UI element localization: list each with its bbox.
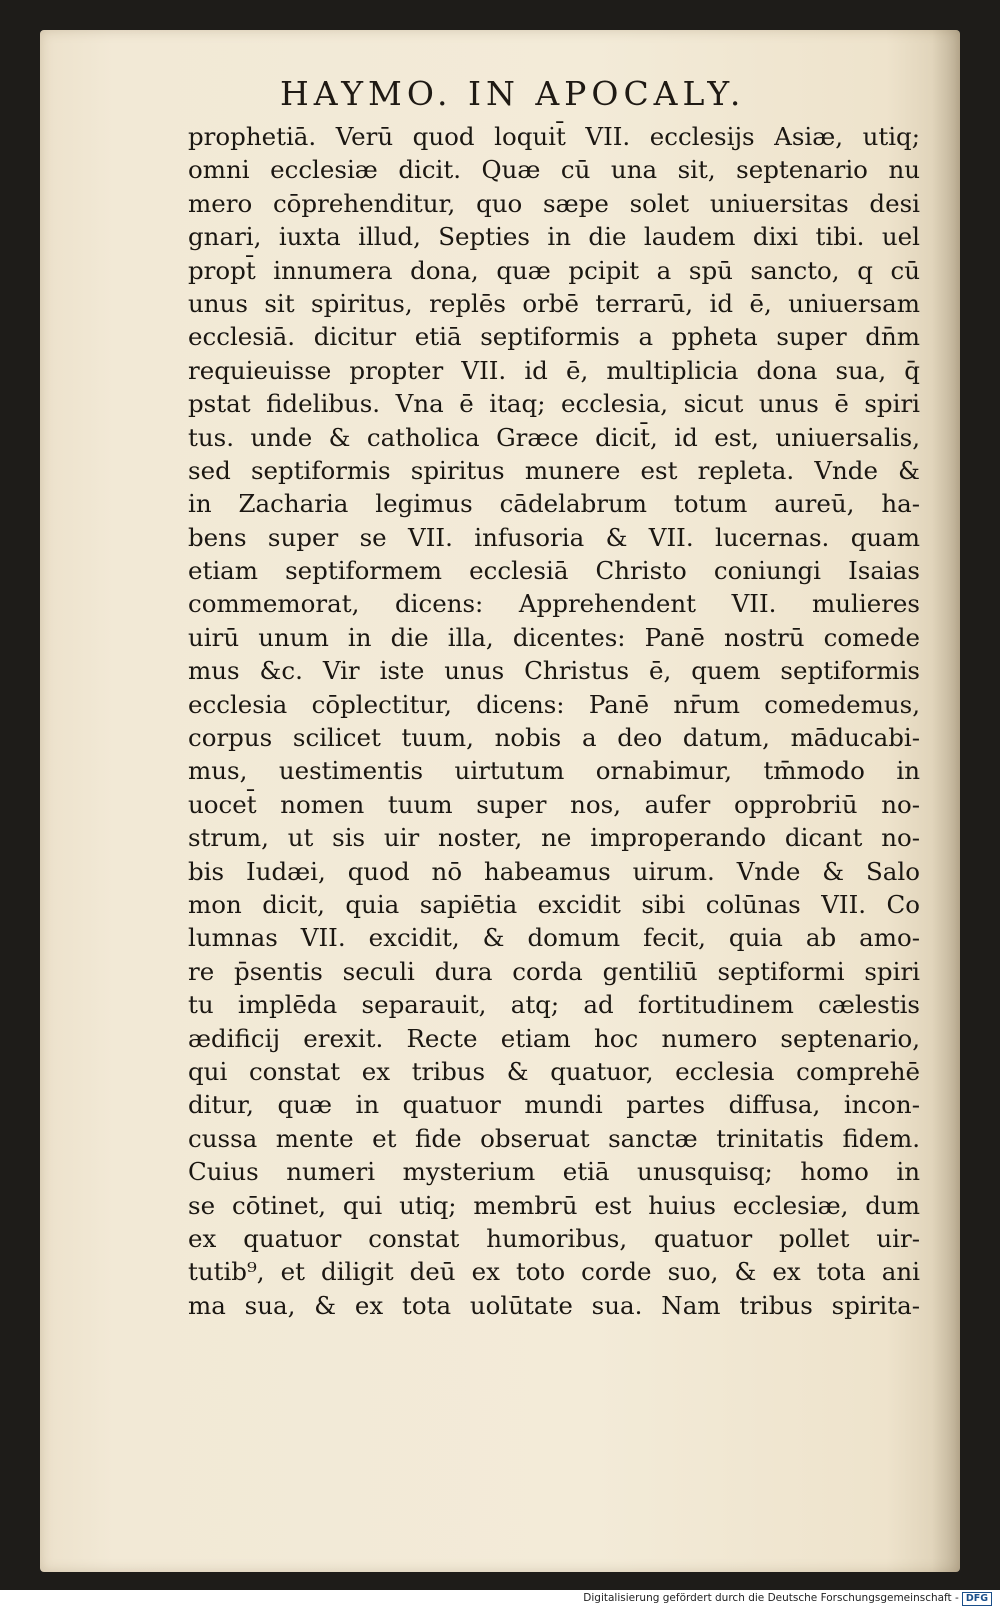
dfg-logo: DFG [962,1592,992,1606]
text-line: bis Iudæi, quod nō habeamus uirum. Vnde & Salo [188,856,920,886]
text-line: sed septiformis spiritus munere est repleta. Vnde & [188,455,920,485]
text-line: etiam septiformem ecclesiā Christo coniungi Isaias [188,556,920,586]
text-line: uirū unum in die illa, dicentes: Panē nostrū comede [188,622,920,652]
text-line: tutib⁹, et diligit deū ex toto corde suo, & ex tota ani [188,1257,920,1287]
text-line: re p̄sentis seculi dura corda gentiliū septiformi spiri [188,956,920,986]
text-line: lumnas VII. excidit, & domum fecit, quia ab amo- [188,923,920,953]
footer-text: Digitalisierung gefördert durch die Deutsche Forschungsgemeinschaft - [583,1592,959,1604]
text-line: strum, ut sis uir noster, ne improperando dicant no- [188,823,920,853]
text-line: uocet̄ nomen tuum super nos, aufer opprobriū no- [188,789,920,819]
text-line: mero cōprehenditur, quo sæpe solet uniuersitas desi [188,188,920,218]
text-line: cussa mente et fide obseruat sanctæ trinitatis fidem. [188,1123,920,1153]
text-line: tu implēda separauit, atq; ad fortitudinem cælestis [188,990,920,1020]
text-line: ecclesia cōplectitur, dicens: Panē nr̄um comedemus, [188,689,920,719]
text-line: unus sit spiritus, replēs orbē terrarū, id ē, uniuersam [188,288,920,318]
text-line: bens super se VII. infusoria & VII. lucernas. quam [188,522,920,552]
text-line: commemorat, dicens: Apprehendent VII. mulieres [188,589,920,619]
text-line: prophetiā. Verū quod loquit̄ VII. ecclesijs Asiæ, utiq; [188,122,920,151]
text-line: mon dicit, quia sapiētia excidit sibi colūnas VII. Co [188,889,920,919]
text-line: omni ecclesiæ dicit. Quæ cū una sit, septenario nu [188,155,920,185]
text-line: ditur, quæ in quatuor mundi partes diffusa, incon- [188,1090,920,1120]
text-line: ex quatuor constat humoribus, quatuor pollet uir- [188,1223,920,1253]
text-line: in Zacharia legimus cādelabrum totum aureū, ha- [188,489,920,519]
text-line: requieuisse propter VII. id ē, multiplicia dona sua, q̄ [188,355,920,385]
text-line: pstat fidelibus. Vna ē itaq; ecclesia, sicut unus ē spiri [188,389,920,419]
text-line: se cōtinet, qui utiq; membrū est huius ecclesiæ, dum [188,1190,920,1220]
text-line: propt̄ innumera dona, quæ pcipit a spū sancto, q cū [188,255,920,285]
page-edge-shadow [932,30,960,1572]
text-line: ecclesiā. dicitur etiā septiformis a ppheta super dn̄m [188,322,920,352]
funding-footer [583,1590,992,1607]
text-line: mus &c. Vir iste unus Christus ē, quem septiformis [188,656,920,686]
text-line: corpus scilicet tuum, nobis a deo datum, māducabi- [188,723,920,753]
body-text [188,120,920,1322]
text-line: qui constat ex tribus & quatuor, ecclesia comprehē [188,1056,920,1086]
text-line: Cuius numeri mysterium etiā unusquisq; homo in [188,1157,920,1187]
text-line: ma sua, & ex tota uolūtate sua. Nam tribus spirita- [188,1290,920,1320]
text-line: gnari, iuxta illud, Septies in die laudem dixi tibi. uel [188,222,920,252]
text-line: ædificij erexit. Recte etiam hoc numero septenario, [188,1023,920,1053]
text-line: mus, uestimentis uirtutum ornabimur, tm̄modo in [188,756,920,786]
text-line: tus. unde & catholica Græce dicit̄, id est, uniuersalis, [188,422,920,452]
running-header: HAYMO. IN APOCALY. [280,74,746,113]
